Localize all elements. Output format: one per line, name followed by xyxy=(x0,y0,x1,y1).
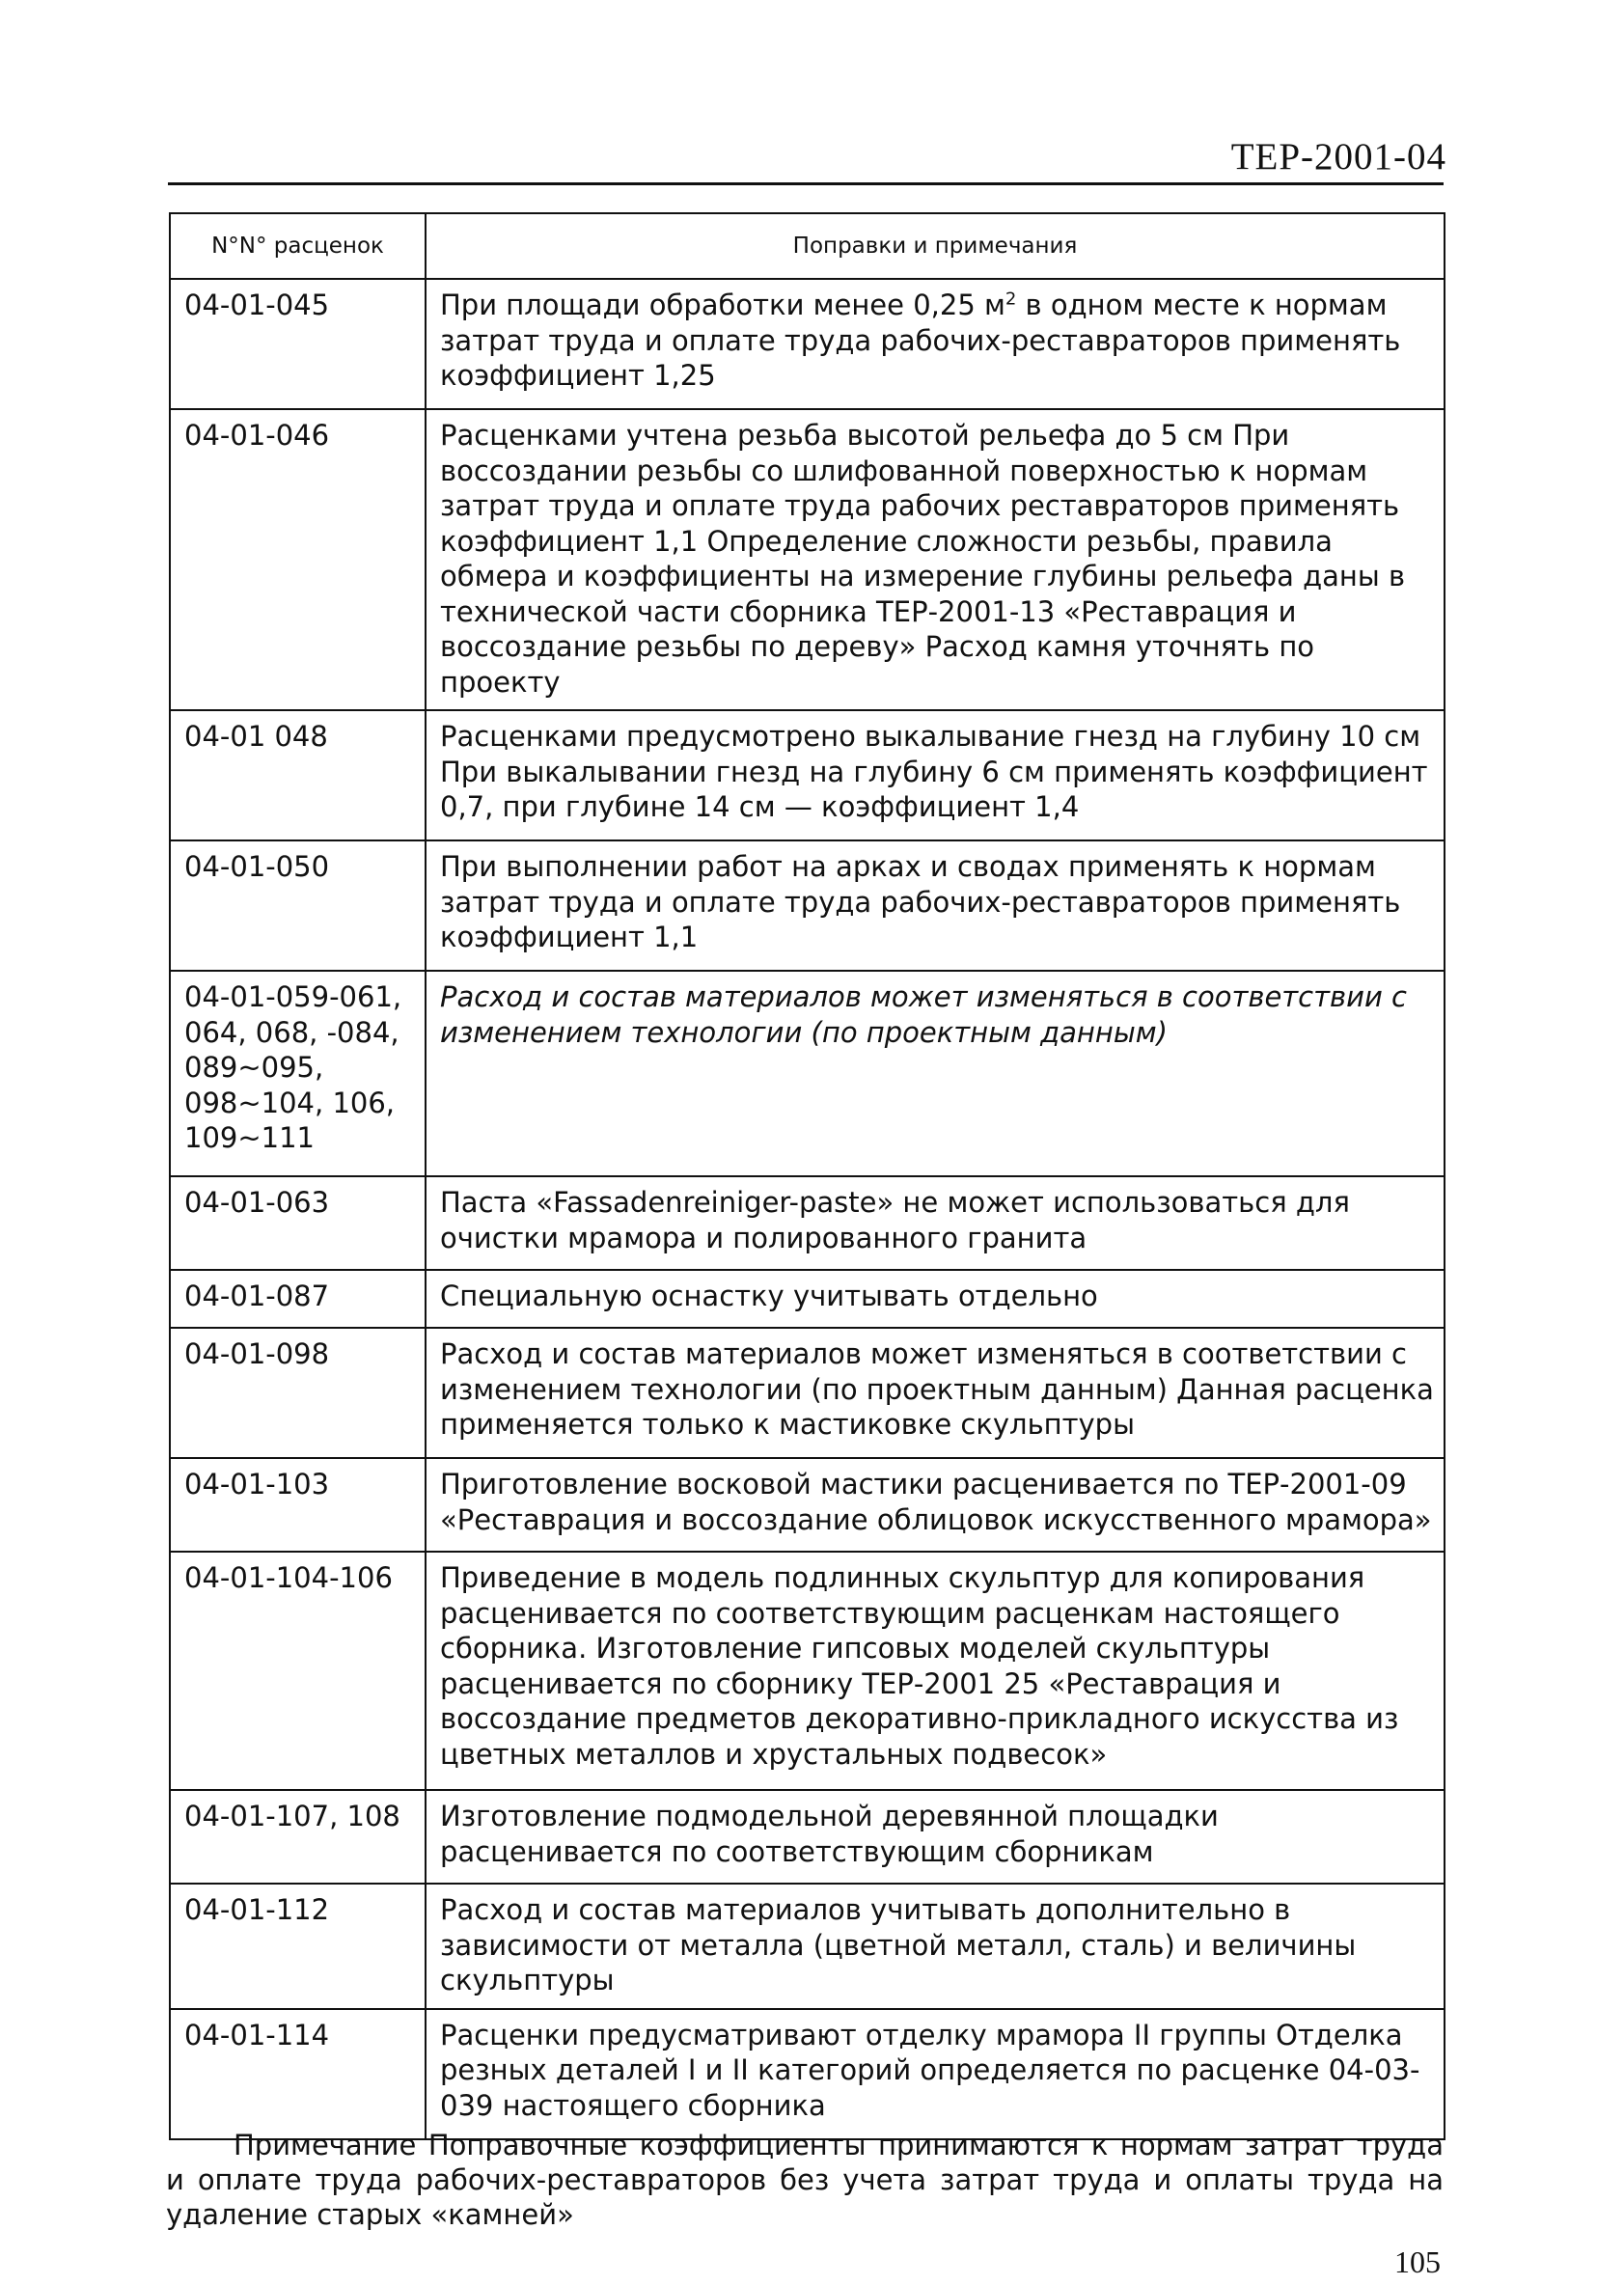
note-cell: Расход и состав материалов может изменяться в соответствии с изменением технологии (по проектным данным) xyxy=(426,971,1445,1176)
note-cell: Расценки предусматривают отделку мрамора II группы Отделка резных деталей I и II категорий определяется по расценке 04-03-039 настоящего сборника xyxy=(426,2009,1445,2139)
rate-code-cell: 04-01 048 xyxy=(170,710,426,840)
superscript: 2 xyxy=(1005,289,1017,310)
rate-code-cell: 04-01-050 xyxy=(170,840,426,971)
rate-code-cell: 04-01-103 xyxy=(170,1458,426,1552)
document-code-title: ТЕР-2001-04 xyxy=(1230,136,1446,178)
column-header-codes: N°N° расценок xyxy=(170,213,426,279)
note-text-start: При площади обработки менее 0,25 м xyxy=(440,289,1005,321)
column-header-notes: Поправки и примечания xyxy=(426,213,1445,279)
table-row xyxy=(170,1552,1445,1790)
table-row xyxy=(170,279,1445,409)
rate-code-cell: 04-01-059-061, 064, 068, -084, 089~095, 098~104, 106, 109~111 xyxy=(170,971,426,1176)
rate-code-cell: 04-01-046 xyxy=(170,409,426,710)
table-row xyxy=(170,1328,1445,1458)
corrections-table xyxy=(169,212,1445,2140)
table-row xyxy=(170,840,1445,971)
table-body xyxy=(170,279,1445,2139)
table-row xyxy=(170,710,1445,840)
note-cell: Изготовление подмодельной деревянной площадки расценивается по соответствующим сборникам xyxy=(426,1790,1445,1884)
note-cell: Приготовление восковой мастики расценивается по ТЕР-2001-09 «Реставрация и воссоздание облицовок искусственного мрамора» xyxy=(426,1458,1445,1552)
note-cell: Специальную оснастку учитывать отдельно xyxy=(426,1270,1445,1328)
table-row xyxy=(170,1790,1445,1884)
rate-code-cell: 04-01-087 xyxy=(170,1270,426,1328)
rate-code-cell: 04-01-045 xyxy=(170,279,426,409)
note-cell: Приведение в модель подлинных скульптур для копирования расценивается по соответствующим расценкам настоящего сборника. Изготовление гипсовых моделей скульптуры расценивается по сборнику ТЕР-2001 25 «Реставрация и воссоздание предметов декоративно-прикладного искусства из цветных металлов и хрустальных подвесок» xyxy=(426,1552,1445,1790)
table-row xyxy=(170,1270,1445,1328)
rate-code-cell: 04-01-104-106 xyxy=(170,1552,426,1790)
note-cell: Расход и состав материалов может изменяться в соответствии с изменением технологии (по проектным данным) Данная расценка применяется только к мастиковке скульптуры xyxy=(426,1328,1445,1458)
note-cell: Расценками предусмотрено выкалывание гнезд на глубину 10 см При выкалывании гнезд на глубину 6 см применять коэффициент 0,7, при глубине 14 см — коэффициент 1,4 xyxy=(426,710,1445,840)
note-cell: При выполнении работ на арках и сводах применять к нормам затрат труда и оплате труда рабочих-реставраторов применять коэффициент 1,1 xyxy=(426,840,1445,971)
table-row xyxy=(170,2009,1445,2139)
page-number: 105 xyxy=(1394,2244,1441,2279)
note-cell: Расценками учтена резьба высотой рельефа до 5 см При воссоздании резьбы со шлифованной поверхностью к нормам затрат труда и оплате труда рабочих реставраторов применять коэффициент 1,1 Определение сложности резьбы, правила обмера и коэффициенты на измерение глубины рельефа даны в технической части сборника ТЕР-2001-13 «Реставрация и воссоздание резьбы по дереву» Расход камня уточнять по проекту xyxy=(426,409,1445,710)
footnote: Примечание Поправочные коэффициенты принимаются к нормам затрат труда и оплате труда рабочих-реставраторов без учета затрат труда и оплаты труда на удаление старых «камней» xyxy=(166,2129,1444,2231)
note-cell xyxy=(426,279,1445,409)
table-row xyxy=(170,1176,1445,1270)
note-cell: Паста «Fassadenreiniger-paste» не может использоваться для очистки мрамора и полированного гранита xyxy=(426,1176,1445,1270)
header-rule xyxy=(168,182,1444,185)
table-row xyxy=(170,1884,1445,2009)
note-text: в одном месте к нормам затрат труда и оплате труда рабочих-реставраторов применять коэффициент 1,25 xyxy=(440,289,1401,392)
rate-code-cell: 04-01-107, 108 xyxy=(170,1790,426,1884)
table-header-row xyxy=(170,213,1445,279)
rate-code-cell: 04-01-114 xyxy=(170,2009,426,2139)
rate-code-cell: 04-01-098 xyxy=(170,1328,426,1458)
note-cell: Расход и состав материалов учитывать дополнительно в зависимости от металла (цветной металл, сталь) и величины скульптуры xyxy=(426,1884,1445,2009)
table-row xyxy=(170,971,1445,1176)
rate-code-cell: 04-01-112 xyxy=(170,1884,426,2009)
table-row xyxy=(170,409,1445,710)
table-row xyxy=(170,1458,1445,1552)
rate-code-cell: 04-01-063 xyxy=(170,1176,426,1270)
